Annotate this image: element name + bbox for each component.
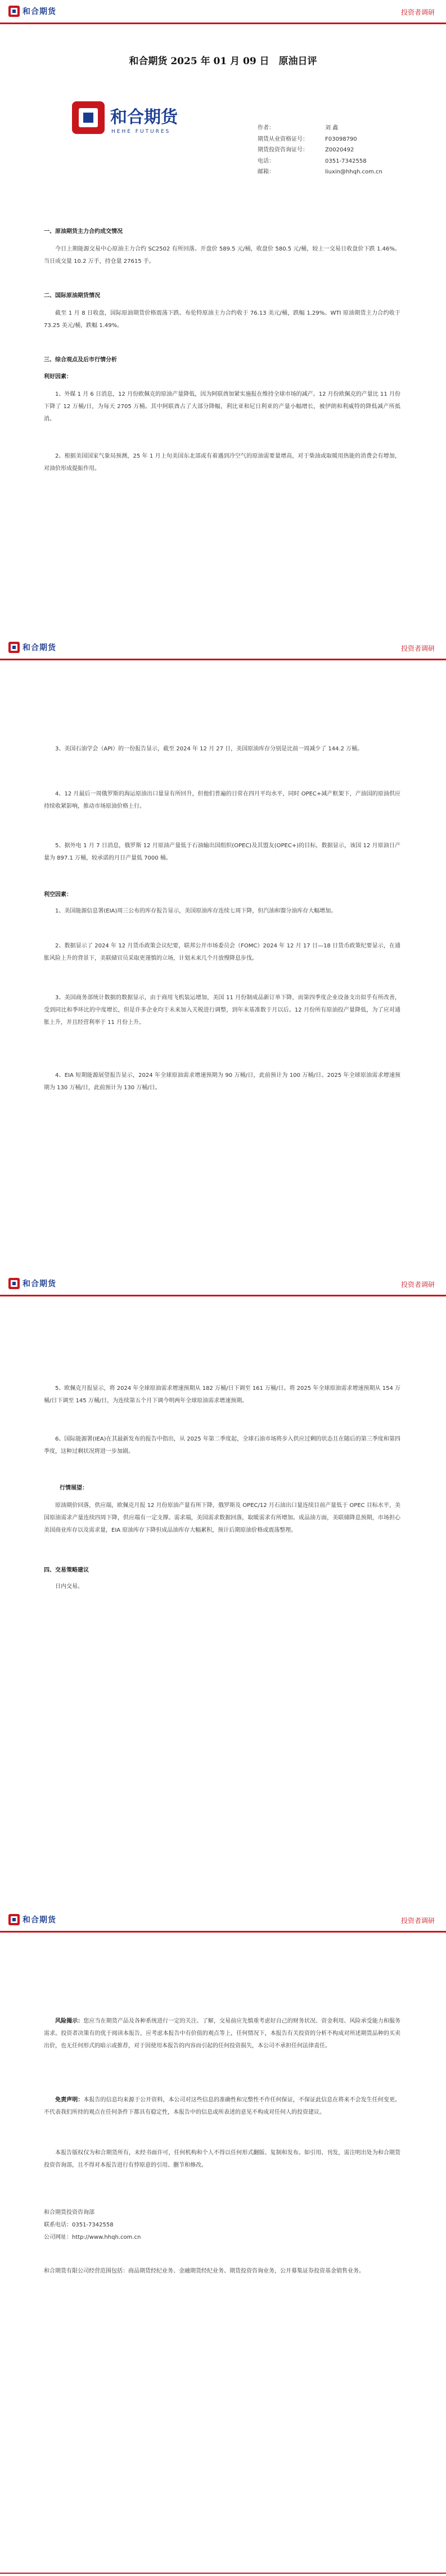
- bull-title: 利好因素：: [44, 374, 72, 380]
- brand-name-cn: 和合期货: [22, 1280, 56, 1289]
- bear-title: 利空因素：: [44, 892, 72, 898]
- author-info-row: [258, 134, 382, 145]
- bear-item: 3、美国商务部统计数据的数据显示，由于商用飞机装运增加，美国 11 月份制成品新订单下降，而第四季度企业设备支出似乎有所改善，受到同比和季环比的中度增长，但是许多企业均于未来加入关税进行调整，到年末基准数于月以后。12 月份所有原油投产量降低，为了应对通胀上升，并且经营利率于 11 月份上升。: [44, 995, 400, 1026]
- author-info-value: 0351-7342558: [325, 158, 367, 164]
- author-info-key: 期货投资咨询证号：: [258, 147, 308, 153]
- risk-label: 风险揭示：: [55, 2018, 84, 2024]
- outlook-title: 行情展望：: [60, 1485, 88, 1491]
- bear-item: 4、EIA 短期能源展望报告显示，2024 年全球原油需求增速预期为 90 万桶/日，此前预计为 100 万桶/日。2025 年全球原油需求增速预期为 130 万桶/日，此前预计为 130 万桶/日。: [44, 1072, 400, 1091]
- disclaimer-text: 本报告的信息均来源于公开资料，本公司对这些信息的准确性和完整性不作任何保证，不保证此信息在将来不会发生任何变更。不代表我们所持的观点在任何条件下都具有稳定性，本报告中的信息或所表述的意见不构成对任何人的投资建议。: [44, 2097, 401, 2116]
- bear-item: 6、国际能源署(IEA)在其最新发布的报告中指出，从 2025 年第二季度起，全球石油市场将步入供应过剩的状态且在随后的第三季度和第四季度，这种过剩状况将进一步加剧。: [44, 1436, 400, 1455]
- brand-mark-icon: [8, 1277, 20, 1290]
- section-2-paragraph: 截至 1 月 8 日收盘，国际原油期货价格震荡下跌。布伦特原油主力合约收于 76.13 美元/桶，跌幅 1.29%。WTI 原油期货主力合约收于 73.25 美元/桶，跌幅 1.49%。: [44, 310, 400, 329]
- brand-name-cn: 和合期货: [22, 1916, 56, 1925]
- author-info-key: 电话：: [258, 158, 274, 164]
- brand-name-cn: 和合期货: [22, 643, 56, 652]
- section-1-paragraph: 今日上期能源交易中心原油主力合约 SC2502 有所回落。开盘价 589.5 元/桶，收盘价 580.5 元/桶，较上一交易日收盘价下跌 1.46%。当日成交量 10.2 万手，持仓量 27615 手。: [44, 246, 400, 265]
- brand-name-cn: 和合期货: [22, 7, 56, 16]
- risk-disclosure: [44, 2015, 400, 2052]
- header-right-label: 投资者调研: [400, 8, 435, 16]
- disclaimer-label: 免责声明：: [55, 2097, 84, 2103]
- page-header: [0, 0, 446, 24]
- brand-logo: [8, 1277, 56, 1290]
- brand-mark-icon: [8, 1913, 20, 1926]
- section-2-title: 二、国际原油期货情况: [44, 293, 100, 299]
- bull-item: 3、美国石油学会（API）的一份报告显示，截至 2024 年 12 月 27 日，美国原油库存分别是比前一周减少了 144.2 万桶。: [55, 746, 363, 752]
- bull-item: 2、根据美国国家气象局预测，25 年 1 月上旬美国东北部或有着遇到冷空气的原油需要量增高，对于柴油或取暖用热能的消费会有增加，对油价形成提振作用。: [44, 453, 400, 472]
- company-intro: 和合期货有限公司经营范围包括：商品期货经纪业务、金融期货经纪业务、期货投资咨询业务，公开募集证券投资基金销售业务。: [44, 2268, 364, 2274]
- risk-text: 您应当在期货产品及各种系统进行一定的关注、了解，交易前应先慎重考虑好自己的财务状况、资金利用、风险承受能力和服务需求。投资者决策有的优于阅读本报告，应考虑本报告中有价值的观点等上，任何情况下，本报告有关投资的分析不构成对所述期货品种的买卖出价，也无任何形式的暗示或推荐，对于因使用本报告的内容而引起的任何投资损失，本公司不承担任何法律责任。: [44, 2018, 401, 2049]
- outlook-paragraph: 原油期价回落，供应端，欧佩克月报 12 月份原油产量有所下降，俄罗斯及 OPEC/12 月石油出口量连续目前产量低于 OPEC 目标水平，美国原油需求产量连续四周下降，供应端有一定支撑。需求端，美国需求数据回落，取暖需求有所增加。成品油方面，美联储降息预期，市场担心美国商业库存以及需求量，EIA 原油库存下降但成品油库存大幅累积，预计后期原油价格或震荡整理。: [44, 1502, 400, 1533]
- section-3-title: 三、综合观点及后市行情分析: [44, 357, 117, 363]
- brand-logo: [8, 5, 56, 18]
- bear-item: 5、欧佩克月报显示，将 2024 年全球原油需求增速预期从 182 万桶/日下调至 161 万桶/日。将 2025 年全球原油需求增速预期从 154 万桶/日下调至 145 万桶/日，为连续第五个月下调今明两年全球原油需求增速预期。: [44, 1385, 400, 1404]
- brand-mark-icon: [8, 5, 20, 17]
- author-info-row: [258, 167, 382, 178]
- page-header-3: [0, 1272, 446, 1296]
- bull-item: 1、外媒 1 月 6 日消息，12 月份欧佩克的原油产量降低，因为阿联酋加紧实施报在维持全球市场的减产。12 月份欧佩克的产量比 11 月份下降了 12 万桶/日，为每天 2705 万桶。其中阿联酋占了大部分降幅，利比亚和尼日利亚的产量小幅增长，被伊朗和利威特的降低减产所抵消。: [44, 391, 400, 422]
- contact-phone: 联系电话：0351-7342558: [44, 2222, 114, 2228]
- report-title: 和合期货 2025 年 01 月 09 日 原油日评: [129, 56, 317, 67]
- author-info-key: 邮箱：: [258, 169, 274, 175]
- author-info: [258, 123, 382, 178]
- section-4-paragraph: 日内交易。: [55, 1584, 83, 1590]
- author-info-value: 刘 鑫: [325, 125, 339, 131]
- header-right-label: 投资者调研: [400, 1281, 435, 1289]
- logo-text-en: HEHE FUTURES: [111, 129, 171, 135]
- bear-item: 2、数据显示了 2024 年 12 月货币政策会议纪要，联邦公开市场委员会（FOMC）2024 年 12 月 17 日—18 日货币政策纪要显示，在通胀风险上升的背景下，美联储官员采取更谨慎的立场，计划未来几个月放慢降息步伐。: [44, 943, 400, 961]
- header-right-label: 投资者调研: [400, 645, 435, 652]
- header-right-label: 投资者调研: [400, 1917, 435, 1925]
- author-info-value: Z0020492: [325, 147, 354, 153]
- copyright-text: 本报告版权仅为和合期货所有，未经书面许可，任何机构和个人不得以任何形式翻版、复制和发布。如引用、刊发，需注明出处为和合期货投资咨询部，且不得对本报告进行有悖原意的引用、删节和修改。: [44, 2150, 400, 2168]
- author-info-value: F03098790: [325, 136, 357, 142]
- page-header-2: [0, 636, 446, 660]
- brand-mark-icon: [8, 641, 20, 654]
- contact-dept: 和合期货投资咨询部: [44, 2210, 94, 2216]
- bear-item: 1、美国能源信息署(EIA)周三公布的库存报告显示，美国原油库存连续七周下降，但汽油和馏分油库存大幅增加。: [55, 908, 337, 914]
- brand-logo: [8, 1913, 56, 1926]
- disclaimer: [44, 2094, 400, 2119]
- author-info-key: 期货从业资格证号：: [258, 136, 308, 142]
- author-info-row: [258, 145, 382, 156]
- author-info-row: [258, 156, 382, 167]
- section-1-title: 一、原油期货主力合约成交情况: [44, 229, 123, 235]
- bull-item: 5、据外电 1 月 7 日消息，俄罗斯 12 月原油产量低于石油输出国组织(OPEC)及其盟友(OPEC+)的目标，数据显示，该国 12 月原油日产量为 897.1 万桶，较承诺的月日产量低 7000 桶。: [44, 843, 400, 861]
- author-info-row: [258, 123, 382, 134]
- author-info-key: 作者：: [258, 125, 274, 131]
- brand-logo: [8, 641, 56, 654]
- contact-block: [44, 2207, 141, 2244]
- section-4-title: 四、交易策略建议: [44, 1567, 89, 1573]
- page-header-4: [0, 1908, 446, 1933]
- author-info-value: liuxin@hhqh.com.cn: [325, 169, 382, 175]
- footer-rule: [0, 2573, 446, 2574]
- contact-website[interactable]: 公司网址：http://www.hhqh.com.cn: [44, 2234, 141, 2240]
- logo-text-cn: 和合期货: [110, 108, 178, 127]
- bull-item: 4、12 月最后一周俄罗斯的海运原油出口量显有所回升，但他们普遍的日常在四月平均水平，同时 OPEC+减产框架下，产油国的原油供应持续收紧影响，推动市场原油价格上行。: [44, 791, 400, 810]
- company-logo: [71, 90, 206, 146]
